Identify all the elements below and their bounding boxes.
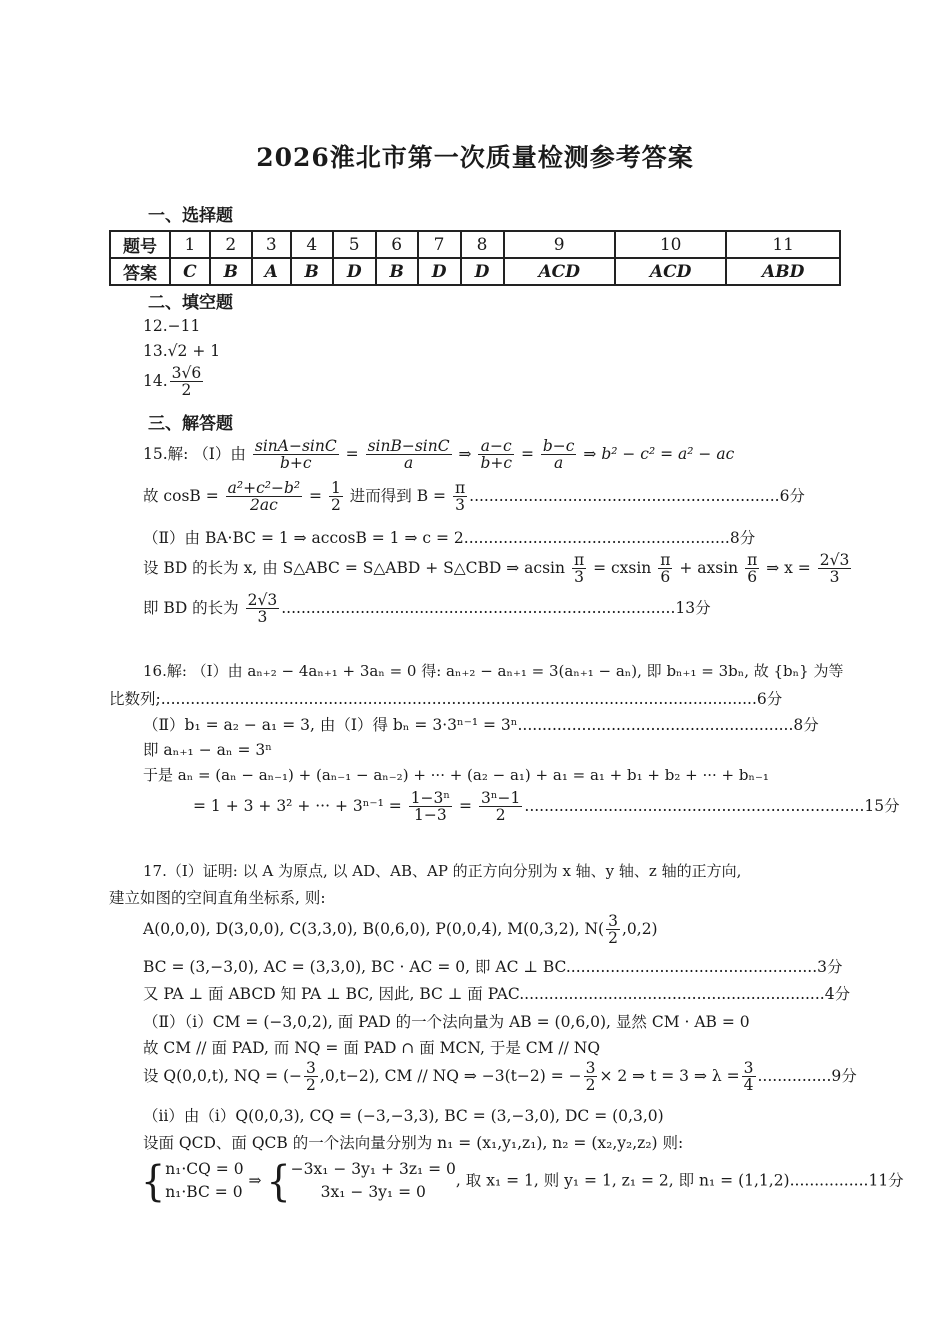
- score-label: 13分: [675, 598, 711, 617]
- table-cell-number: 1: [170, 231, 210, 258]
- fraction-denominator: 2: [495, 806, 506, 825]
- q15-bd-label: 即 BD 的长为: [143, 598, 239, 617]
- q17-line-10: 设面 QCD、面 QCB 的一个法向量分别为 n₁ = (x₁,y₁,z₁), n₂ = (x₂,y₂,z₂) 则:: [143, 1134, 684, 1152]
- fraction-numerator: π: [573, 551, 585, 569]
- leader-dots: ...............................................................: [469, 486, 780, 505]
- q16-line-1: 16.解: （Ⅰ）由 aₙ₊₂ − 4aₙ₊₁ + 3aₙ = 0 得: aₙ₊₂ − aₙ₊₁ = 3(aₙ₊₁ − aₙ), 即 bₙ₊₁ = 3bₙ, 故 {bₙ} 为等: [143, 662, 844, 680]
- score-label: 8分: [729, 529, 756, 547]
- fraction-numerator: 3√6: [171, 364, 202, 382]
- fraction-denominator: b+c: [480, 454, 513, 473]
- section-fill-heading: 二、填空题: [148, 293, 233, 313]
- left-brace: {: [266, 1157, 291, 1206]
- fraction-denominator: 2: [608, 929, 618, 948]
- fraction-denominator: a: [403, 454, 414, 473]
- q17-line-11: [141, 1158, 904, 1205]
- answer-14-fraction: [170, 365, 204, 399]
- answer-14-label: 14.: [143, 371, 168, 390]
- table-cell-answer: B: [376, 258, 418, 285]
- fraction-numerator: π: [454, 479, 466, 497]
- table-cell-number: 5: [333, 231, 376, 258]
- table-cell-number: 8: [461, 231, 504, 258]
- table-answer-label: 答案: [110, 258, 170, 285]
- implies-sign: ⇒: [248, 1171, 262, 1190]
- fraction-numerator: a−c: [478, 438, 514, 455]
- table-cell-answer: D: [333, 258, 376, 285]
- q15-line-1: 15.解: （Ⅰ）由 $\frac{\sin A-\sin C}{b+c}$ = $\frac{\sin B-\sin C}{a}$ ⇒ $\frac{a-c}{b+c}$ = $\frac{b-c}{a}$ ⇒ b² − c² = a² − ac: [143, 437, 735, 473]
- q17-line-6: （Ⅱ）（i）CM = (−3,0,2), 面 PAD 的一个法向量为 AB = (0,6,0), 显然 CM · AB = 0: [143, 1013, 750, 1031]
- score-label: 11分: [868, 1171, 904, 1190]
- fraction-denominator: 2: [330, 496, 341, 515]
- fraction-numerator: π: [747, 551, 758, 569]
- q15-line-3: [143, 526, 755, 548]
- leader-dots: ...................................................: [565, 958, 818, 976]
- fraction-numerator: a²+c²−b²: [227, 479, 301, 497]
- table-cell-number: 4: [291, 231, 333, 258]
- table-cell-answer: B: [291, 258, 333, 285]
- q17-line-8: [143, 1060, 857, 1094]
- score-label: 9分: [831, 1066, 857, 1085]
- table-cell-number: 2: [210, 231, 252, 258]
- equals-sign: =: [459, 796, 473, 815]
- table-row-numbers: [110, 231, 840, 258]
- q17-line-3: [143, 913, 658, 947]
- q15-result: ⇒ b² − c² = a² − ac: [583, 444, 735, 463]
- q15-intro: 15.解: （Ⅰ）由: [143, 444, 246, 463]
- q17-line-4: [143, 955, 843, 977]
- fraction-denominator: 3: [829, 568, 840, 587]
- fraction-numerator: 3: [743, 1059, 754, 1077]
- fraction-denominator: 2: [585, 1076, 596, 1095]
- q17-line-7: 故 CM // 面 PAD, 而 NQ = 面 PAD ∩ 面 MCN, 于是 CM // NQ: [143, 1039, 601, 1057]
- score-label: 6分: [756, 690, 783, 708]
- q16-line-2: [109, 687, 782, 709]
- fraction-numerator: sinB−sinC: [367, 437, 450, 455]
- q16-sum-text: = 1 + 3 + 3² + ··· + 3ⁿ⁻¹ =: [193, 796, 402, 815]
- table-header-label: 题号: [110, 231, 170, 258]
- fraction-denominator: 2: [306, 1076, 316, 1095]
- q15-line-4: [143, 552, 853, 586]
- fraction-denominator: 2ac: [249, 496, 278, 515]
- fraction-numerator: 3ⁿ−1: [480, 789, 521, 807]
- fraction-numerator: 2√3: [247, 591, 278, 609]
- fraction-denominator: 1−3: [414, 806, 447, 825]
- q16-conclusion: 比数列;: [109, 690, 161, 708]
- fraction-denominator: 6: [747, 568, 758, 587]
- q15-part2-text: （Ⅱ）由 BA·BC = 1 ⇒ accosB = 1 ⇒ c = 2: [143, 529, 464, 547]
- score-label: 3分: [817, 958, 843, 976]
- table-cell-number: 6: [376, 231, 418, 258]
- table-cell-answer: C: [170, 258, 210, 285]
- equation: n₁·CQ = 0: [165, 1160, 244, 1178]
- equation: −3x₁ − 3y₁ + 3z₁ = 0: [290, 1160, 456, 1178]
- fraction-numerator: 3: [306, 1059, 316, 1077]
- fraction-numerator: π: [660, 551, 671, 569]
- fraction-numerator: 3: [608, 912, 618, 930]
- q15-b-label: 进而得到 B =: [349, 486, 447, 505]
- fraction-numerator: b−c: [542, 437, 575, 455]
- q16-line-5: 于是 aₙ = (aₙ − aₙ₋₁) + (aₙ₋₁ − aₙ₋₂) + ··· + (a₂ − a₁) + a₁ = a₁ + b₁ + b₂ + ··· + bₙ₋₁: [143, 766, 769, 784]
- equation-system-2: [291, 1158, 456, 1205]
- q16-line-6: [193, 790, 900, 824]
- score-label: 6分: [779, 486, 805, 505]
- fraction-denominator: 3: [574, 568, 584, 587]
- q15-area-text: 设 BD 的长为 x, 由 S△ABC = S△ABD + S△CBD ⇒ acsin: [143, 558, 565, 577]
- fraction-numerator: 1: [330, 479, 341, 497]
- table-cell-answer: B: [210, 258, 252, 285]
- answer-13: 13.√2 + 1: [143, 342, 221, 360]
- table-cell-answer: ACD: [615, 258, 726, 285]
- q17-vector-text: BC = (3,−3,0), AC = (3,3,0), BC · AC = 0, 即 AC ⊥ BC: [143, 958, 566, 976]
- leader-dots: ................................................................................: [281, 598, 676, 617]
- q17-line-5: [143, 982, 850, 1004]
- section-solution-heading: 三、解答题: [148, 414, 233, 434]
- fraction-denominator: a: [554, 454, 564, 473]
- fraction-denominator: 2: [181, 381, 192, 400]
- q15-line-2: [143, 480, 805, 514]
- q17-coordinates: A(0,0,0), D(3,0,0), C(3,3,0), B(0,6,0), P(0,0,4), M(0,3,2), N(: [143, 919, 605, 938]
- fraction-numerator: 1−3ⁿ: [410, 789, 451, 807]
- fraction-numerator: sinA−sinC: [254, 437, 337, 455]
- table-cell-number: 7: [418, 231, 461, 258]
- leader-dots: .........................................................................................................................: [160, 690, 757, 708]
- left-brace: {: [141, 1157, 166, 1206]
- math-text: × 2 ⇒ t = 3 ⇒ λ =: [599, 1066, 740, 1085]
- score-label: 15分: [864, 796, 900, 815]
- q16-line-3: [143, 713, 819, 735]
- section-choice-heading: 一、选择题: [148, 206, 233, 226]
- q17-coordinates-end: ,0,2): [621, 919, 658, 938]
- table-cell-number: 9: [504, 231, 615, 258]
- q15-line-5: [143, 592, 711, 626]
- q16-part2-text: （Ⅱ）b₁ = a₂ − a₁ = 3, 由（Ⅰ）得 bₙ = 3·3ⁿ⁻¹ = 3ⁿ: [143, 716, 518, 734]
- table-cell-number: 3: [252, 231, 291, 258]
- fraction-numerator: 3: [585, 1059, 596, 1077]
- leader-dots: ........................................................: [517, 716, 794, 734]
- table-cell-answer: D: [418, 258, 461, 285]
- math-text: = cxsin: [593, 558, 652, 577]
- q15-cos-label: 故 cosB =: [143, 486, 219, 505]
- q17-line-9: （ii）由（i）Q(0,0,3), CQ = (−3,−3,3), BC = (3,−3,0), DC = (0,3,0): [143, 1107, 664, 1125]
- fraction-denominator: b+c: [280, 454, 312, 473]
- table-cell-answer: A: [252, 258, 291, 285]
- leader-dots: .....................................................................: [524, 796, 865, 815]
- fraction-denominator: 3: [455, 496, 465, 515]
- table-cell-answer: D: [461, 258, 504, 285]
- table-row-answers: [110, 258, 840, 285]
- equation: 3x₁ − 3y₁ = 0: [320, 1183, 426, 1202]
- q17-line-1: 17.（Ⅰ）证明: 以 A 为原点, 以 AD、AB、AP 的正方向分别为 x 轴、y 轴、z 轴的正方向,: [143, 862, 742, 880]
- fraction-denominator: 3: [257, 608, 268, 627]
- fraction-denominator: 4: [743, 1076, 754, 1095]
- q16-line-4: 即 aₙ₊₁ − aₙ = 3ⁿ: [143, 741, 272, 759]
- table-cell-number: 11: [726, 231, 840, 258]
- leader-dots: ................: [789, 1171, 869, 1190]
- answer-table: [109, 230, 841, 286]
- math-text: ⇒ x =: [766, 558, 811, 577]
- q17-perpendicular-text: 又 PA ⊥ 面 ABCD 知 PA ⊥ BC, 因此, BC ⊥ 面 PAC: [143, 985, 520, 1003]
- q17-line-2: 建立如图的空间直角坐标系, 则:: [109, 889, 326, 907]
- equals-sign: =: [309, 486, 323, 505]
- table-cell-number: 10: [615, 231, 726, 258]
- math-text: 设 Q(0,0,t), NQ = (−: [143, 1066, 303, 1085]
- answer-12: 12.−11: [143, 317, 201, 335]
- equation: n₁·BC = 0: [165, 1183, 243, 1202]
- leader-dots: ..............................................................: [519, 985, 825, 1003]
- answer-14: [143, 365, 205, 399]
- equation-system-1: [165, 1158, 243, 1205]
- score-label: 4分: [824, 985, 851, 1003]
- table-cell-answer: ACD: [504, 258, 615, 285]
- q17-normal-result: , 取 x₁ = 1, 则 y₁ = 1, z₁ = 2, 即 n₁ = (1,1,2): [455, 1171, 790, 1190]
- fraction-numerator: 2√3: [819, 551, 850, 569]
- fraction-denominator: 6: [660, 568, 671, 587]
- page-title: 2026淮北市第一次质量检测参考答案: [256, 143, 694, 172]
- math-text: + axsin: [679, 558, 739, 577]
- score-label: 8分: [793, 716, 819, 734]
- table-cell-answer: ABD: [726, 258, 840, 285]
- leader-dots: ......................................................: [463, 529, 730, 547]
- leader-dots: ...............: [757, 1066, 832, 1085]
- math-text: ,0,t−2), CM // NQ ⇒ −3(t−2) = −: [319, 1066, 582, 1085]
